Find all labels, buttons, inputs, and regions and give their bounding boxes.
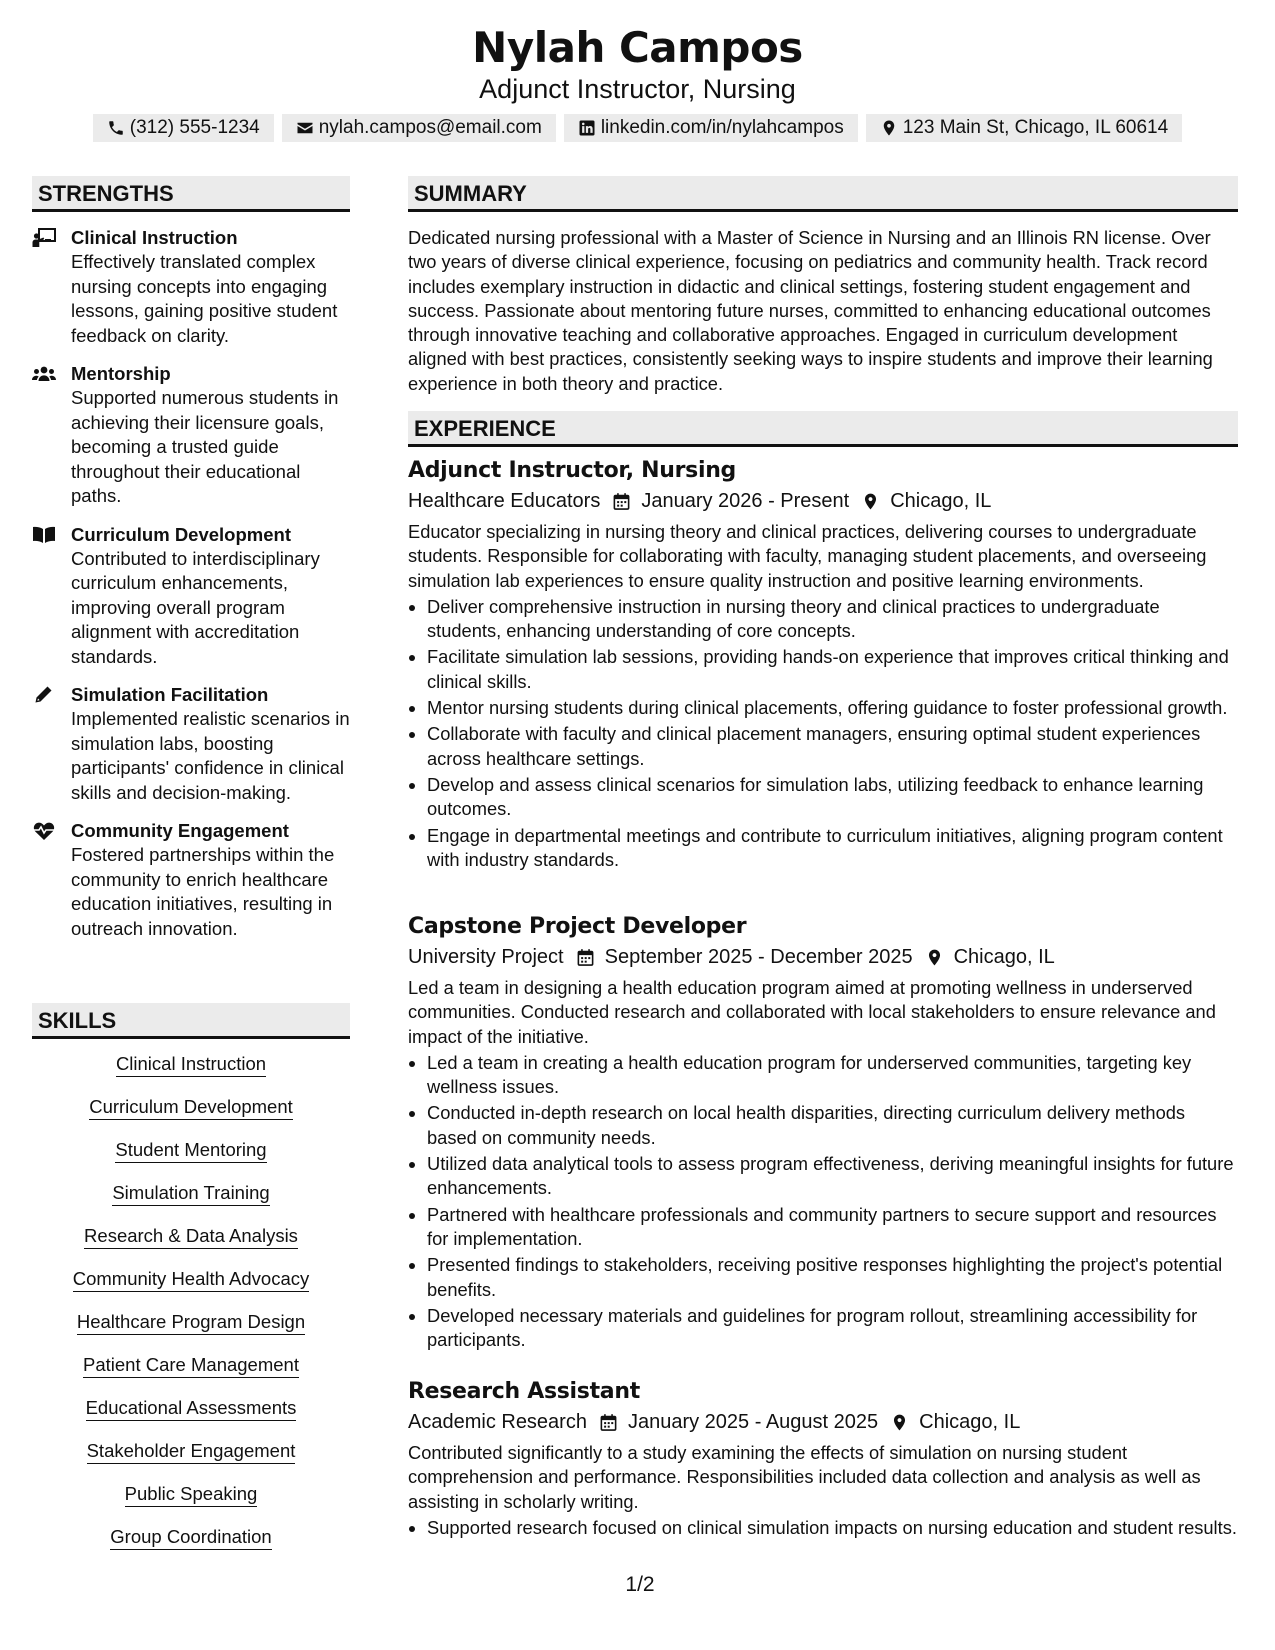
- map-pin-icon: [890, 1413, 909, 1432]
- summary-block: [408, 226, 1238, 396]
- phone-text: (312) 555-1234: [129, 117, 260, 138]
- linkedin-text: linkedin.com/in/nylahcampos: [600, 117, 844, 138]
- bullet-item: • Develop and assess clinical scenarios for simulation labs, utilizing feedback to enhance learning outcomes.: [427, 773, 1238, 822]
- job-company: University Project: [408, 946, 564, 968]
- experience-section-header: [408, 411, 1238, 447]
- job-location: Chicago, IL: [919, 1411, 1021, 1433]
- job-title: Research Assistant: [408, 1379, 640, 1404]
- bullet-item: • Facilitate simulation lab sessions, providing hands-on experience that improves critical thinking and clinical skills.: [427, 645, 1238, 694]
- skill-item: Public Speaking: [125, 1484, 258, 1507]
- skills-section-header: [32, 1003, 350, 1039]
- strength-description: Effectively translated complex nursing concepts into engaging lessons, gaining positive student feedback on clarity.: [71, 251, 338, 346]
- job-company: Academic Research: [408, 1411, 587, 1433]
- job-entry: [408, 456, 1238, 874]
- calendar-icon: [612, 492, 631, 511]
- strength-item: [32, 523, 350, 670]
- strengths-heading: STRENGTHS: [38, 181, 174, 206]
- strength-description: Implemented realistic scenarios in simulation labs, boosting participants' confidence in clinical skills and decision-making.: [71, 708, 350, 803]
- job-bullets: [408, 595, 1238, 872]
- bullet-item: • Utilized data analytical tools to assess program effectiveness, deriving meaningful insights for future enhancements.: [427, 1152, 1238, 1201]
- job-location: Chicago, IL: [953, 946, 1055, 968]
- phone-icon: [107, 119, 125, 137]
- strength-item: [32, 683, 350, 805]
- chalkboard-teacher-icon: [32, 228, 56, 248]
- job-entry: [408, 912, 1238, 1354]
- job-dates: January 2025 - August 2025: [627, 1411, 879, 1433]
- skill-item: Patient Care Management: [83, 1355, 299, 1378]
- job-bullets: [408, 1051, 1238, 1353]
- summary-section-header: [408, 176, 1238, 212]
- strength-description: Contributed to interdisciplinary curriculum enhancements, improving overall program alignment with accreditation standards.: [71, 547, 320, 667]
- users-icon: [32, 364, 56, 384]
- email-text: nylah.campos@email.com: [318, 117, 542, 138]
- candidate-name: Nylah Campos: [472, 23, 803, 72]
- contact-bar: [0, 114, 1275, 142]
- skill-item: Community Health Advocacy: [73, 1269, 310, 1292]
- job-title: Capstone Project Developer: [408, 914, 747, 939]
- summary-heading: SUMMARY: [414, 181, 527, 206]
- job-description: Contributed significantly to a study examining the effects of simulation on nursing student comprehension and performance. Responsibilities included data collection and analysis as well as assisting in scholarly writing.: [408, 1442, 1201, 1512]
- heartbeat-icon: [32, 821, 56, 841]
- bullet-item: • Partnered with healthcare professionals and community partners to secure support and resources for implementation.: [427, 1203, 1238, 1252]
- experience-heading: EXPERIENCE: [414, 416, 556, 441]
- job-description: Educator specializing in nursing theory and clinical practices, delivering courses to undergraduate students. Responsible for collaborating with faculty, managing student placements, and overseeing simulation lab experiences to ensure quality instruction and positive learning environments.: [408, 521, 1207, 591]
- skills-heading: SKILLS: [38, 1008, 117, 1033]
- contact-linkedin[interactable]: [564, 114, 858, 142]
- bullet-item: • Presented findings to stakeholders, receiving positive responses highlighting the project's potential benefits.: [427, 1253, 1238, 1302]
- pencil-icon: [32, 685, 56, 705]
- bullet-item: • Mentor nursing students during clinical placements, offering guidance to foster professional growth.: [427, 696, 1238, 720]
- address-text: 123 Main St, Chicago, IL 60614: [902, 117, 1169, 138]
- book-open-icon: [32, 525, 56, 545]
- bullet-item: • Deliver comprehensive instruction in nursing theory and clinical practices to undergraduate students, enhancing understanding of core concepts.: [427, 595, 1238, 644]
- skill-item: Group Coordination: [110, 1527, 271, 1550]
- skill-item: Research & Data Analysis: [84, 1226, 298, 1249]
- job-dates: January 2026 - Present: [641, 490, 850, 512]
- skill-item: Educational Assessments: [86, 1398, 297, 1421]
- strengths-section-header: [32, 176, 350, 212]
- linkedin-icon: [578, 119, 596, 137]
- bullet-item: • Developed necessary materials and guidelines for program rollout, streamlining accessibility for participants.: [427, 1304, 1238, 1353]
- job-bullets: [408, 1516, 1238, 1540]
- skill-item: Clinical Instruction: [116, 1054, 266, 1077]
- calendar-icon: [599, 1413, 618, 1432]
- summary-text: Dedicated nursing professional with a Master of Science in Nursing and an Illinois RN license. Over two years of diverse clinical experience, focusing on pediatrics and community health. Track record includes exemplary instruction in didactic and clinical settings, fostering student engagement and success. Passionate about mentoring future nurses, committed to enhancing educational outcomes through innovative teaching and collaborative approaches. Engaged in curriculum development aligned with best practices, consistently seeking ways to inspire students and improve their learning experience in both theory and practice.: [408, 227, 1213, 394]
- job-description: Led a team in designing a health education program aimed at promoting wellness in underserved communities. Conducted research and collaborated with local stakeholders to ensure relevance and impact of the initiative.: [408, 977, 1216, 1047]
- skill-item: Student Mentoring: [115, 1140, 266, 1163]
- job-title: Adjunct Instructor, Nursing: [408, 458, 737, 483]
- map-pin-icon: [880, 119, 898, 137]
- job-dates: September 2025 - December 2025: [604, 946, 913, 968]
- strength-title: Simulation Facilitation: [71, 684, 269, 705]
- contact-phone[interactable]: [93, 114, 274, 142]
- calendar-icon: [576, 948, 595, 967]
- map-pin-icon: [861, 492, 880, 511]
- strength-title: Curriculum Development: [71, 523, 291, 545]
- strength-title: Mentorship: [71, 363, 171, 384]
- strength-description: Fostered partnerships within the community to enrich healthcare education initiatives, resulting in outreach innovation.: [71, 844, 335, 939]
- bullet-item: • Engage in departmental meetings and contribute to curriculum initiatives, aligning program content with industry standards.: [427, 824, 1238, 873]
- skills-list: [32, 1054, 350, 1570]
- job-meta: [408, 1407, 1238, 1437]
- page-number: 1/2: [625, 1573, 655, 1596]
- bullet-item: • Supported research focused on clinical simulation impacts on nursing education and student results.: [427, 1516, 1238, 1540]
- skill-item: Simulation Training: [112, 1183, 269, 1206]
- map-pin-icon: [925, 948, 944, 967]
- job-meta: [408, 486, 1238, 516]
- strengths-list: [32, 226, 350, 955]
- bullet-item: • Conducted in-depth research on local health disparities, directing curriculum delivery methods based on community needs.: [427, 1101, 1238, 1150]
- contact-email[interactable]: [282, 114, 556, 142]
- strength-item: [32, 819, 350, 941]
- strength-item: [32, 362, 350, 509]
- job-entry: [408, 1377, 1238, 1542]
- envelope-icon: [296, 119, 314, 137]
- job-company: Healthcare Educators: [408, 490, 601, 512]
- skill-item: Stakeholder Engagement: [87, 1441, 296, 1464]
- bullet-item: • Led a team in creating a health education program for underserved communities, targeting key wellness issues.: [427, 1051, 1238, 1100]
- strength-item: [32, 226, 350, 348]
- skill-item: Curriculum Development: [89, 1097, 293, 1120]
- candidate-title: Adjunct Instructor, Nursing: [479, 74, 796, 104]
- skill-item: Healthcare Program Design: [77, 1312, 305, 1335]
- strength-title: Community Engagement: [71, 820, 289, 841]
- job-meta: [408, 942, 1238, 972]
- strength-description: Supported numerous students in achieving their licensure goals, becoming a trusted guide throughout their educational paths.: [71, 387, 339, 506]
- bullet-item: • Collaborate with faculty and clinical placement managers, ensuring optimal student experiences across healthcare settings.: [427, 722, 1238, 771]
- job-location: Chicago, IL: [890, 490, 992, 512]
- strength-title: Clinical Instruction: [71, 227, 238, 248]
- contact-address[interactable]: [866, 114, 1182, 142]
